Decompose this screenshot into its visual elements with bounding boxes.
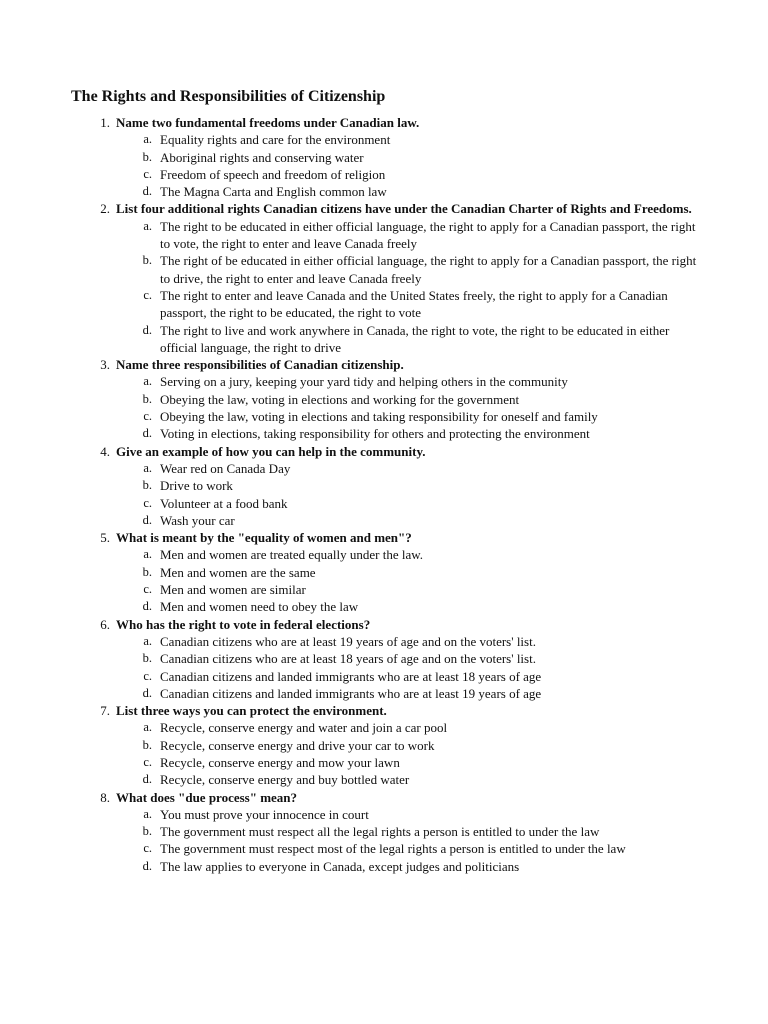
option-text: Canadian citizens and landed immigrants who are at least 18 years of age — [160, 668, 542, 684]
option-text: The law applies to everyone in Canada, except judges and politicians — [160, 858, 520, 874]
question-header — [0, 789, 768, 806]
option-text: Men and women are the same — [160, 564, 316, 580]
option-text: Aboriginal rights and conserving water — [160, 149, 364, 165]
option-letter: b. — [142, 391, 152, 406]
option-letter: c. — [143, 582, 152, 597]
answer-option — [0, 512, 768, 529]
question-text: What does "due process" mean? — [116, 789, 298, 805]
question-item — [0, 114, 768, 200]
question-item — [0, 443, 768, 529]
answer-option — [0, 771, 768, 788]
option-letter: b. — [142, 253, 152, 268]
option-letter: d. — [142, 426, 152, 441]
question-number: 7. — [100, 703, 110, 719]
option-text: Voting in elections, taking responsibility for others and protecting the environment — [160, 426, 590, 442]
option-letter: d. — [142, 599, 152, 614]
option-text: Men and women need to obey the law — [160, 599, 359, 615]
option-text: The right to be educated in either official language, the right to apply for a Canadian passport, the right to vote, the right to enter and leave Canada freely — [160, 218, 696, 252]
option-letter: a. — [143, 720, 152, 735]
answer-option — [0, 840, 768, 857]
option-letter: c. — [143, 495, 152, 510]
option-text: Men and women are similar — [160, 582, 306, 598]
option-text: Recycle, conserve energy and buy bottled water — [160, 772, 410, 788]
answer-option — [0, 685, 768, 702]
option-text: Men and women are treated equally under the law. — [160, 547, 424, 563]
question-number: 5. — [100, 530, 110, 546]
option-letter: d. — [142, 858, 152, 873]
option-letter: a. — [143, 460, 152, 475]
question-header — [0, 200, 768, 217]
question-header — [0, 702, 768, 719]
question-text: List four additional rights Canadian citizens have under the Canadian Charter of Rights and Freedoms. — [116, 201, 692, 217]
answer-option — [0, 131, 768, 148]
option-text: Canadian citizens who are at least 18 years of age and on the voters' list. — [160, 651, 536, 667]
option-text: The government must respect most of the legal rights a person is entitled to under the law — [160, 841, 626, 857]
answer-option — [0, 754, 768, 771]
question-text: What is meant by the "equality of women and men"? — [116, 530, 412, 546]
answer-option — [0, 650, 768, 667]
answer-option — [0, 425, 768, 442]
option-text: Drive to work — [160, 478, 233, 494]
answer-option — [0, 633, 768, 650]
answer-option — [0, 598, 768, 615]
option-letter: b. — [142, 824, 152, 839]
question-header — [0, 616, 768, 633]
option-text: Obeying the law, voting in elections and taking responsibility for oneself and family — [160, 409, 598, 425]
question-text: List three ways you can protect the environment. — [116, 703, 387, 719]
option-letter: d. — [142, 322, 152, 337]
option-letter: c. — [143, 166, 152, 181]
question-text: Name two fundamental freedoms under Canadian law. — [116, 115, 420, 130]
question-item — [0, 789, 768, 875]
option-text: Recycle, conserve energy and drive your car to work — [160, 737, 435, 753]
question-item — [0, 529, 768, 615]
option-letter: d. — [142, 512, 152, 527]
question-header — [0, 529, 768, 546]
option-text: Serving on a jury, keeping your yard tidy and helping others in the community — [160, 374, 568, 390]
answer-option — [0, 719, 768, 736]
question-text: Name three responsibilities of Canadian citizenship. — [116, 357, 404, 373]
question-list — [0, 114, 768, 875]
option-text: The Magna Carta and English common law — [160, 184, 387, 200]
option-letter: a. — [143, 374, 152, 389]
question-number: 8. — [100, 789, 110, 805]
question-number: 3. — [100, 357, 110, 373]
option-text: The government must respect all the legal rights a person is entitled to under the law — [160, 824, 600, 840]
option-letter: c. — [143, 668, 152, 683]
answer-option — [0, 823, 768, 840]
option-text: The right to enter and leave Canada and the United States freely, the right to apply for a Canadian passport, the right to be educated, the right to vote — [160, 287, 668, 321]
question-number: 4. — [100, 443, 110, 459]
answer-option — [0, 858, 768, 875]
answer-option — [0, 218, 768, 253]
option-text: Canadian citizens who are at least 19 years of age and on the voters' list. — [160, 633, 536, 649]
option-letter: c. — [143, 287, 152, 302]
answer-option — [0, 668, 768, 685]
question-item — [0, 200, 768, 356]
question-item — [0, 702, 768, 788]
option-letter: d. — [142, 685, 152, 700]
option-text: The right of be educated in either official language, the right to apply for a Canadian passport, the right to drive, the right to enter and leave Canada freely — [160, 253, 697, 286]
question-text: Give an example of how you can help in the community. — [116, 443, 426, 459]
option-letter: b. — [142, 564, 152, 579]
option-letter: c. — [143, 754, 152, 769]
question-item — [0, 356, 768, 442]
answer-option — [0, 408, 768, 425]
option-text: Canadian citizens and landed immigrants who are at least 19 years of age — [160, 685, 542, 701]
option-text: You must prove your innocence in court — [160, 806, 369, 822]
option-text: Equality rights and care for the environment — [160, 132, 391, 148]
option-letter: b. — [142, 478, 152, 493]
question-number: 1. — [100, 115, 110, 130]
option-text: Recycle, conserve energy and water and join a car pool — [160, 720, 448, 736]
question-item — [0, 616, 768, 702]
option-text: Freedom of speech and freedom of religion — [160, 166, 386, 182]
option-text: Wear red on Canada Day — [160, 460, 291, 476]
answer-option — [0, 183, 768, 200]
question-header — [0, 443, 768, 460]
option-letter: a. — [143, 132, 152, 147]
option-letter: d. — [142, 184, 152, 199]
answer-option — [0, 373, 768, 390]
option-text: Recycle, conserve energy and mow your lawn — [160, 754, 400, 770]
answer-option — [0, 460, 768, 477]
answer-option — [0, 737, 768, 754]
answer-option — [0, 166, 768, 183]
option-letter: a. — [143, 633, 152, 648]
question-number: 2. — [100, 201, 110, 217]
question-text: Who has the right to vote in federal elections? — [116, 616, 371, 632]
option-letter: c. — [143, 841, 152, 856]
option-letter: a. — [143, 218, 152, 233]
answer-option — [0, 322, 768, 357]
question-header — [0, 114, 768, 131]
option-letter: d. — [142, 772, 152, 787]
answer-option — [0, 581, 768, 598]
answer-option — [0, 495, 768, 512]
answer-option — [0, 564, 768, 581]
answer-option — [0, 806, 768, 823]
question-number: 6. — [100, 616, 110, 632]
option-letter: c. — [143, 409, 152, 424]
option-text: Wash your car — [160, 512, 235, 528]
option-letter: b. — [142, 149, 152, 164]
answer-option — [0, 149, 768, 166]
option-letter: a. — [143, 806, 152, 821]
option-text: Obeying the law, voting in elections and working for the government — [160, 391, 520, 407]
answer-option — [0, 477, 768, 494]
option-text: Volunteer at a food bank — [160, 495, 288, 511]
option-text: The right to live and work anywhere in Canada, the right to vote, the right to be educated in either official language, the right to drive — [160, 322, 670, 355]
answer-option — [0, 391, 768, 408]
question-header — [0, 356, 768, 373]
option-letter: a. — [143, 547, 152, 562]
option-letter: b. — [142, 651, 152, 666]
answer-option — [0, 252, 768, 287]
option-letter: b. — [142, 737, 152, 752]
document-title: The Rights and Responsibilities of Citizenship — [71, 88, 386, 105]
answer-option — [0, 287, 768, 322]
answer-option — [0, 546, 768, 563]
